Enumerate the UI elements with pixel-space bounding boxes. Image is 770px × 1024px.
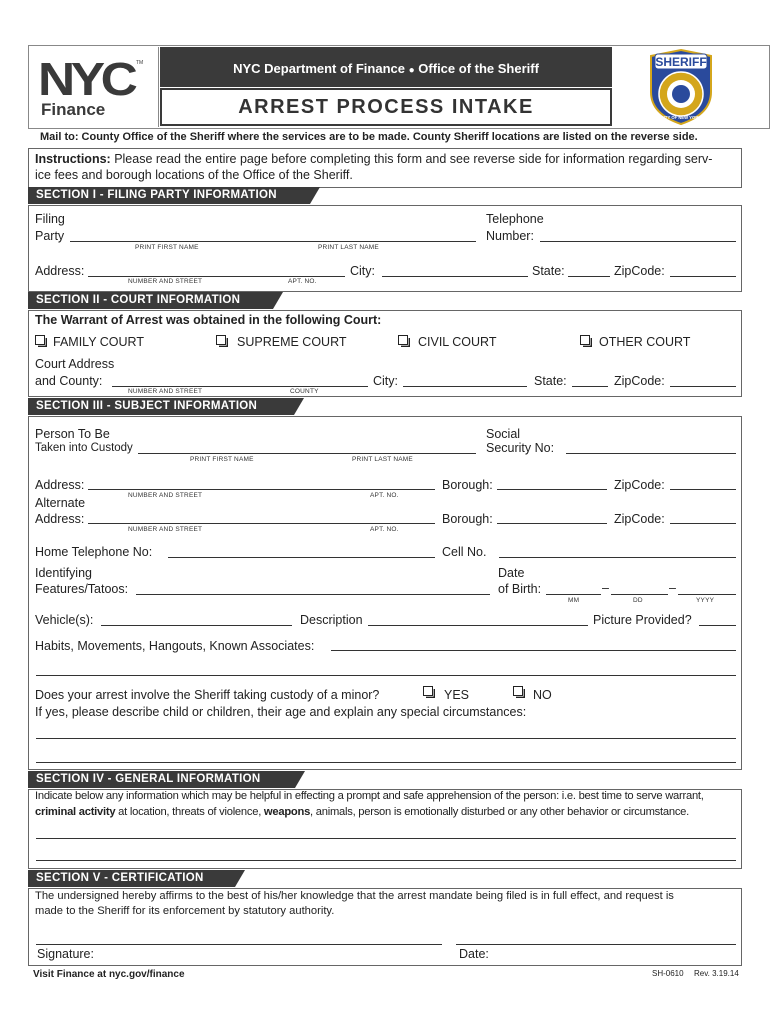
dob-dd-field[interactable]: [611, 594, 668, 595]
minor-yes-checkbox[interactable]: [423, 686, 435, 698]
alt-address-label: Address:: [35, 512, 85, 526]
mail-to: Mail to: County Office of the Sheriff where the services are to be made. County Sheriff locations are listed on the reverse side.: [40, 131, 698, 143]
filing-apt-hint: APT. NO.: [288, 278, 317, 285]
subject-name-field[interactable]: [138, 453, 476, 454]
filing-zip-field[interactable]: [670, 276, 736, 277]
dob-dd-hint: DD: [633, 597, 643, 604]
minor-details-field-2[interactable]: [36, 762, 736, 763]
court-address-label: Court Address: [35, 357, 115, 371]
general-info-line1: Indicate below any information which may be helpful in effecting a prompt and safe apprehension of the person: i.e. best time to serve warrant,: [35, 790, 704, 802]
person-to-be-label: Person To Be: [35, 427, 110, 441]
footer-form-no: SH-0610: [652, 969, 684, 978]
other-court-checkbox[interactable]: [580, 335, 592, 347]
subject-address-field[interactable]: [88, 489, 435, 490]
logo-nyc: NYC: [38, 53, 134, 105]
signature-field[interactable]: [36, 944, 442, 945]
alt-zip-label: ZipCode:: [614, 512, 665, 526]
dob-mm-field[interactable]: [546, 594, 601, 595]
certification-line2: made to the Sheriff for its enforcement by statutory authority.: [35, 905, 335, 917]
court-city-field[interactable]: [403, 386, 527, 387]
minor-no-label: NO: [533, 688, 552, 702]
security-no-label: Security No:: [486, 441, 555, 455]
subject-borough-label: Borough:: [442, 478, 493, 492]
number-label: Number:: [486, 229, 534, 243]
court-option-other[interactable]: [580, 334, 730, 350]
dept-banner: [160, 47, 612, 87]
court-street-hint: NUMBER AND STREET: [128, 388, 203, 395]
court-county-hint: COUNTY: [290, 388, 319, 395]
section-3-header: SECTION III - SUBJECT INFORMATION: [28, 398, 294, 415]
badge-ring-text: CITY OF NEW YORK: [660, 115, 702, 120]
warrant-text: The Warrant of Arrest was obtained in the following Court:: [35, 313, 382, 327]
general-info-line2: [35, 807, 689, 818]
civil-court-label: CIVIL COURT: [418, 335, 497, 349]
taken-into-label: Taken into Custody: [35, 442, 133, 454]
dept-line: NYC Department of Finance: [233, 61, 405, 76]
telephone-label: Telephone: [486, 212, 544, 226]
court-option-supreme[interactable]: [216, 334, 386, 350]
description-field[interactable]: [368, 625, 588, 626]
habits-field[interactable]: [331, 650, 736, 651]
subject-address-label: Address:: [35, 478, 85, 492]
identifying-label: Identifying: [35, 566, 92, 580]
features-label: Features/Tatoos:: [35, 582, 129, 596]
court-zip-label: ZipCode:: [614, 374, 665, 388]
subject-zip-label: ZipCode:: [614, 478, 665, 492]
vehicles-field[interactable]: [101, 625, 292, 626]
general-info-field-1[interactable]: [36, 838, 736, 839]
bullet: ●: [408, 65, 415, 76]
section-4-header: SECTION IV - GENERAL INFORMATION: [28, 771, 295, 788]
instructions-text1: Please read the entire page before completing this form and see reverse side for information regarding serv-: [114, 152, 713, 166]
form-title-banner: [160, 88, 612, 126]
court-option-family[interactable]: [35, 334, 205, 350]
dob-mm-hint: MM: [568, 597, 580, 604]
subject-apt-hint: APT. NO.: [370, 492, 399, 499]
court-option-civil[interactable]: [398, 334, 548, 350]
social-label: Social: [486, 427, 521, 441]
filing-zip-label: ZipCode:: [614, 264, 665, 278]
vehicles-label: Vehicle(s):: [35, 613, 94, 627]
instructions-label: Instructions:: [35, 152, 111, 166]
footer-rev: Rev. 3.19.14: [694, 969, 739, 978]
minor-yes-option[interactable]: [423, 685, 483, 701]
picture-label: Picture Provided?: [593, 613, 692, 627]
court-state-field[interactable]: [572, 386, 608, 387]
minor-no-option[interactable]: [513, 685, 563, 701]
description-label: Description: [300, 613, 363, 627]
minor-yes-label: YES: [444, 688, 470, 702]
filing-last-name-hint: PRINT LAST NAME: [318, 244, 379, 251]
home-tel-field[interactable]: [168, 557, 435, 558]
cell-label: Cell No.: [442, 545, 487, 559]
criminal-activity-text: criminal activity: [35, 806, 116, 818]
court-zip-field[interactable]: [670, 386, 736, 387]
subject-last-name-hint: PRINT LAST NAME: [352, 456, 413, 463]
cert-date-label: Date:: [459, 947, 489, 961]
alt-borough-label: Borough:: [442, 512, 493, 526]
dob-yyyy-field[interactable]: [678, 594, 736, 595]
habits-label: Habits, Movements, Hangouts, Known Associates:: [35, 639, 315, 653]
filing-city-field[interactable]: [382, 276, 528, 277]
alt-apt-hint: APT. NO.: [370, 526, 399, 533]
sheriff-badge-icon: [645, 48, 717, 126]
date-field[interactable]: [456, 944, 736, 945]
alt-address-field[interactable]: [88, 523, 435, 524]
if-yes-text: If yes, please describe child or children, their age and explain any special circumstances:: [35, 705, 527, 719]
other-court-label: OTHER COURT: [599, 335, 691, 349]
date-label: Date: [498, 566, 525, 580]
cell-field[interactable]: [499, 557, 736, 558]
filing-street-hint: NUMBER AND STREET: [128, 278, 203, 285]
subject-first-name-hint: PRINT FIRST NAME: [190, 456, 254, 463]
instructions-line2: ice fees and borough locations of the Office of the Sheriff.: [35, 168, 353, 182]
subject-street-hint: NUMBER AND STREET: [128, 492, 203, 499]
signature-label: Signature:: [37, 947, 94, 961]
dob-dash-1: –: [602, 581, 609, 595]
picture-field[interactable]: [699, 625, 736, 626]
court-city-label: City:: [373, 374, 398, 388]
home-tel-label: Home Telephone No:: [35, 545, 153, 559]
alt-street-hint: NUMBER AND STREET: [128, 526, 203, 533]
alt-zip-field[interactable]: [670, 523, 736, 524]
minor-question: Does your arrest involve the Sheriff taking custody of a minor?: [35, 688, 380, 702]
court-state-label: State:: [534, 374, 567, 388]
and-county-label: and County:: [35, 374, 103, 388]
filing-telephone-field[interactable]: [540, 241, 736, 242]
civil-court-checkbox[interactable]: [398, 335, 410, 347]
filing-state-label: State:: [532, 264, 565, 278]
alt-borough-field[interactable]: [497, 523, 607, 524]
filing-party-name-field[interactable]: [70, 241, 476, 242]
alternate-label: Alternate: [35, 496, 86, 510]
party-label: Party: [35, 229, 65, 243]
features-field[interactable]: [136, 594, 490, 595]
section-2-header: SECTION II - COURT INFORMATION: [28, 292, 273, 309]
general-tail-text: , animals, person is emotionally disturbed or any other behavior or circumstance.: [310, 806, 690, 818]
dob-yyyy-hint: YYYY: [696, 597, 715, 604]
minor-no-checkbox[interactable]: [513, 686, 525, 698]
supreme-court-label: SUPREME COURT: [237, 335, 347, 349]
dob-dash-2: –: [669, 581, 676, 595]
filing-first-name-hint: PRINT FIRST NAME: [135, 244, 199, 251]
general-mid-text: at location, threats of violence,: [115, 806, 264, 818]
certification-line1: The undersigned hereby affirms to the best of his/her knowledge that the arrest mandate being filed is in full effect, and request is: [35, 890, 674, 902]
supreme-court-checkbox[interactable]: [216, 335, 228, 347]
logo-finance: Finance: [41, 100, 106, 119]
logo-tm: TM: [136, 60, 144, 66]
habits-field-2[interactable]: [36, 675, 736, 676]
instructions-line1: [35, 153, 712, 166]
court-address-field[interactable]: [112, 386, 368, 387]
subject-borough-field[interactable]: [497, 489, 607, 490]
filing-city-label: City:: [350, 264, 375, 278]
subject-zip-field[interactable]: [670, 489, 736, 490]
weapons-text: weapons: [263, 806, 311, 818]
filing-address-field[interactable]: [88, 276, 345, 277]
badge-top-text: SHERIFF: [655, 55, 707, 69]
footer-visit: Visit Finance at nyc.gov/finance: [33, 969, 185, 980]
general-info-field-2[interactable]: [36, 860, 736, 861]
section-5-header: SECTION V - CERTIFICATION: [28, 870, 235, 887]
filing-state-field[interactable]: [568, 276, 610, 277]
form-title: ARREST PROCESS INTAKE: [238, 96, 534, 118]
section-1-header: SECTION I - FILING PARTY INFORMATION: [28, 187, 310, 204]
ssn-field[interactable]: [566, 453, 736, 454]
nyc-finance-logo: [38, 53, 148, 120]
filing-address-label: Address:: [35, 264, 85, 278]
of-birth-label: of Birth:: [498, 582, 542, 596]
family-court-label: FAMILY COURT: [53, 335, 144, 349]
minor-details-field-1[interactable]: [36, 738, 736, 739]
family-court-checkbox[interactable]: [35, 335, 47, 347]
filing-label: Filing: [35, 212, 65, 226]
office-line: Office of the Sheriff: [418, 61, 539, 76]
